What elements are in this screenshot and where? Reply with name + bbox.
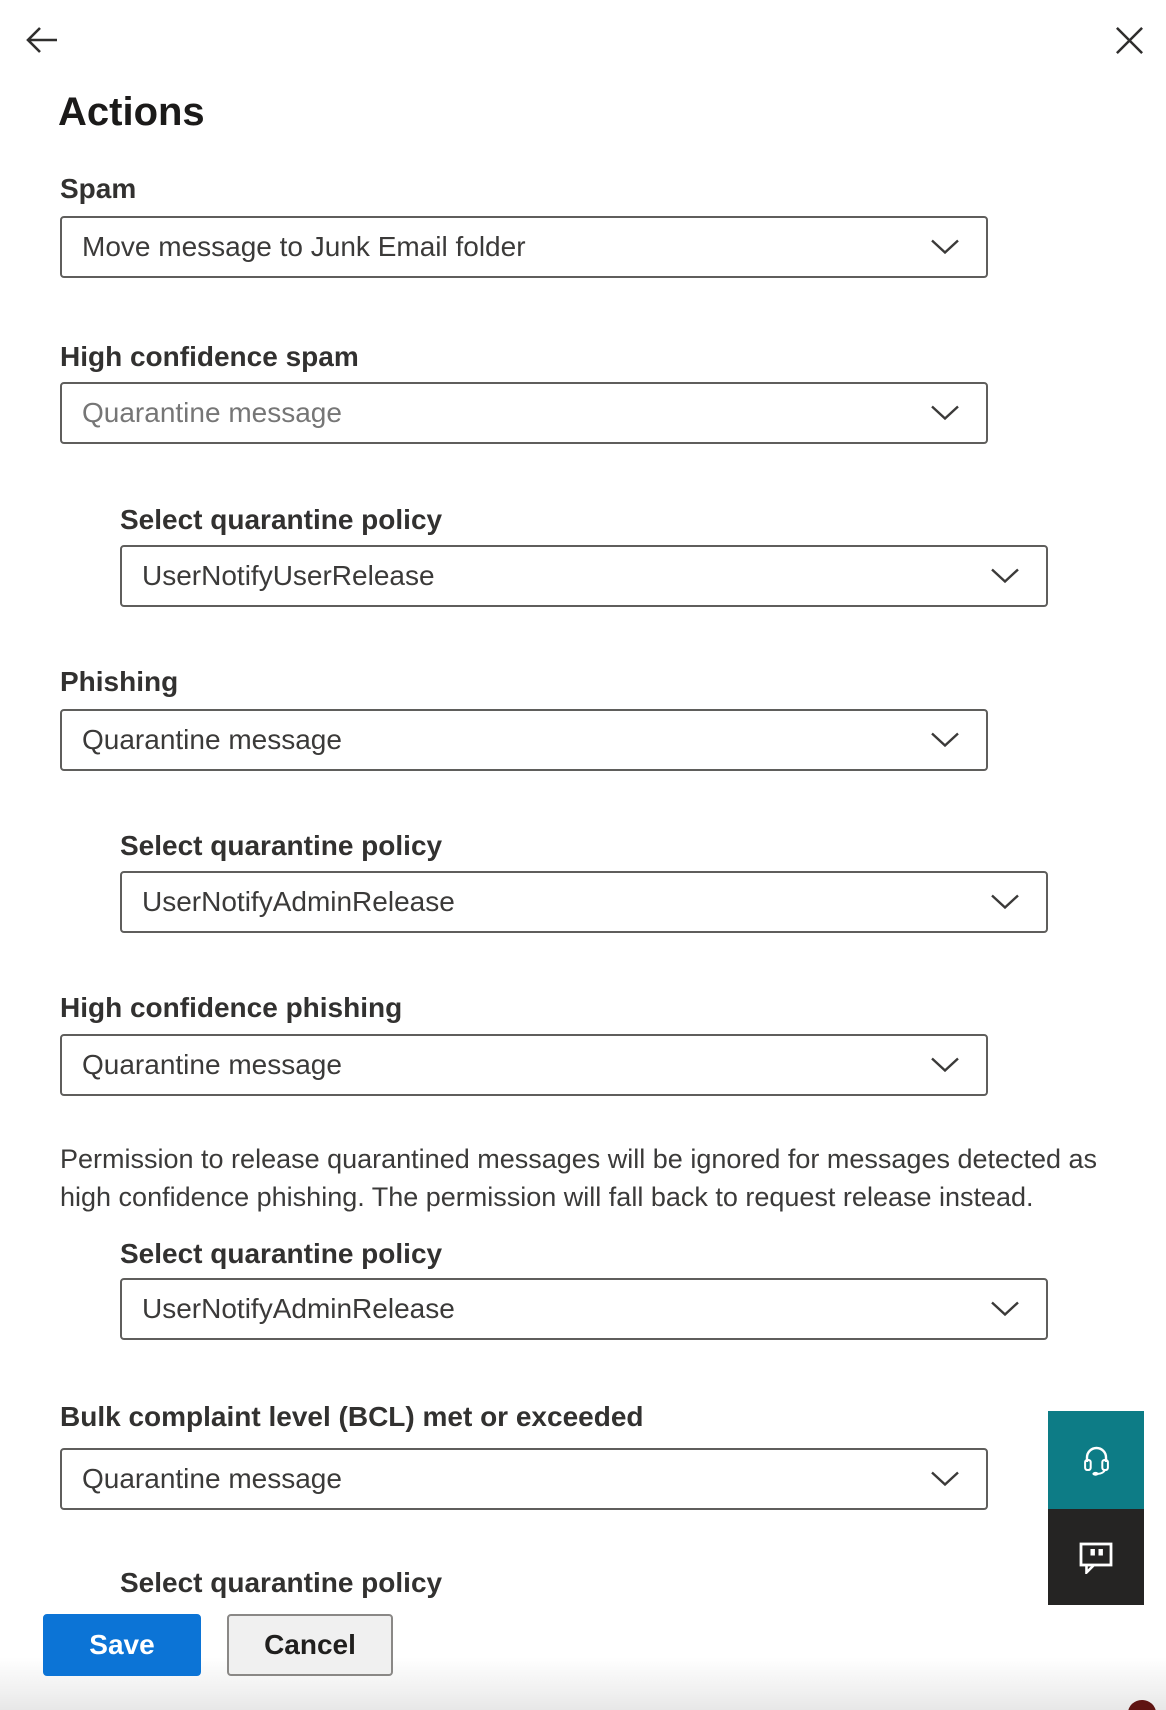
chevron-down-icon: [930, 1057, 960, 1074]
arrow-left-icon: [24, 24, 60, 56]
chevron-down-icon: [930, 239, 960, 256]
close-button[interactable]: [1114, 25, 1145, 56]
hcs-quarantine-policy-dropdown[interactable]: [120, 545, 1048, 607]
hcs-quarantine-policy-label: Select quarantine policy: [120, 504, 443, 535]
chevron-down-icon: [990, 894, 1020, 911]
hcp-quarantine-policy-dropdown[interactable]: [120, 1278, 1048, 1340]
chevron-down-icon: [990, 568, 1020, 585]
phishing-action-value: Quarantine message: [82, 724, 342, 755]
back-button[interactable]: [24, 24, 60, 56]
chevron-down-icon: [930, 732, 960, 749]
phishing-quarantine-policy-value: UserNotifyAdminRelease: [142, 886, 455, 917]
high-confidence-phishing-label: High confidence phishing: [60, 992, 403, 1023]
hcp-quarantine-policy-value: UserNotifyAdminRelease: [142, 1293, 455, 1324]
cancel-button[interactable]: Cancel: [227, 1614, 393, 1676]
chevron-down-icon: [930, 1471, 960, 1488]
hcp-quarantine-policy-label: Select quarantine policy: [120, 1238, 443, 1269]
chevron-down-icon: [990, 1301, 1020, 1318]
high-confidence-spam-action-value: Quarantine message: [82, 397, 342, 428]
high-confidence-phishing-action-dropdown[interactable]: [60, 1034, 988, 1096]
phishing-action-dropdown[interactable]: [60, 709, 988, 771]
feedback-bubble-icon: [1079, 1541, 1113, 1574]
hcs-quarantine-policy-value: UserNotifyUserRelease: [142, 560, 435, 591]
help-button[interactable]: [1048, 1411, 1144, 1509]
spam-label: Spam: [60, 173, 137, 204]
bcl-action-dropdown[interactable]: [60, 1448, 988, 1510]
phishing-label: Phishing: [60, 666, 179, 697]
hcp-permission-note: Permission to release quarantined messages will be ignored for messages detected as high confidence phishing. The permission will fall back to request release instead.: [60, 1144, 1098, 1212]
bcl-quarantine-policy-label-text: Select quarantine policy: [120, 1567, 443, 1598]
bcl-action-value: Quarantine message: [82, 1463, 342, 1494]
chevron-down-icon: [930, 405, 960, 422]
feedback-button[interactable]: [1048, 1509, 1144, 1605]
phishing-quarantine-policy-label: Select quarantine policy: [120, 830, 443, 861]
headset-icon: [1083, 1444, 1110, 1476]
bcl-label: Bulk complaint level (BCL) met or exceeded: [60, 1401, 644, 1432]
close-icon: [1114, 25, 1145, 56]
page-title: Actions: [58, 90, 205, 134]
high-confidence-spam-label: High confidence spam: [60, 341, 359, 372]
spam-action-value: Move message to Junk Email folder: [82, 231, 526, 262]
bcl-quarantine-policy-label-clipped: [120, 1566, 442, 1600]
high-confidence-phishing-action-value: Quarantine message: [82, 1049, 342, 1080]
high-confidence-spam-action-dropdown[interactable]: [60, 382, 988, 444]
phishing-quarantine-policy-dropdown[interactable]: [120, 871, 1048, 933]
save-button[interactable]: Save: [43, 1614, 201, 1676]
spam-action-dropdown[interactable]: [60, 216, 988, 278]
